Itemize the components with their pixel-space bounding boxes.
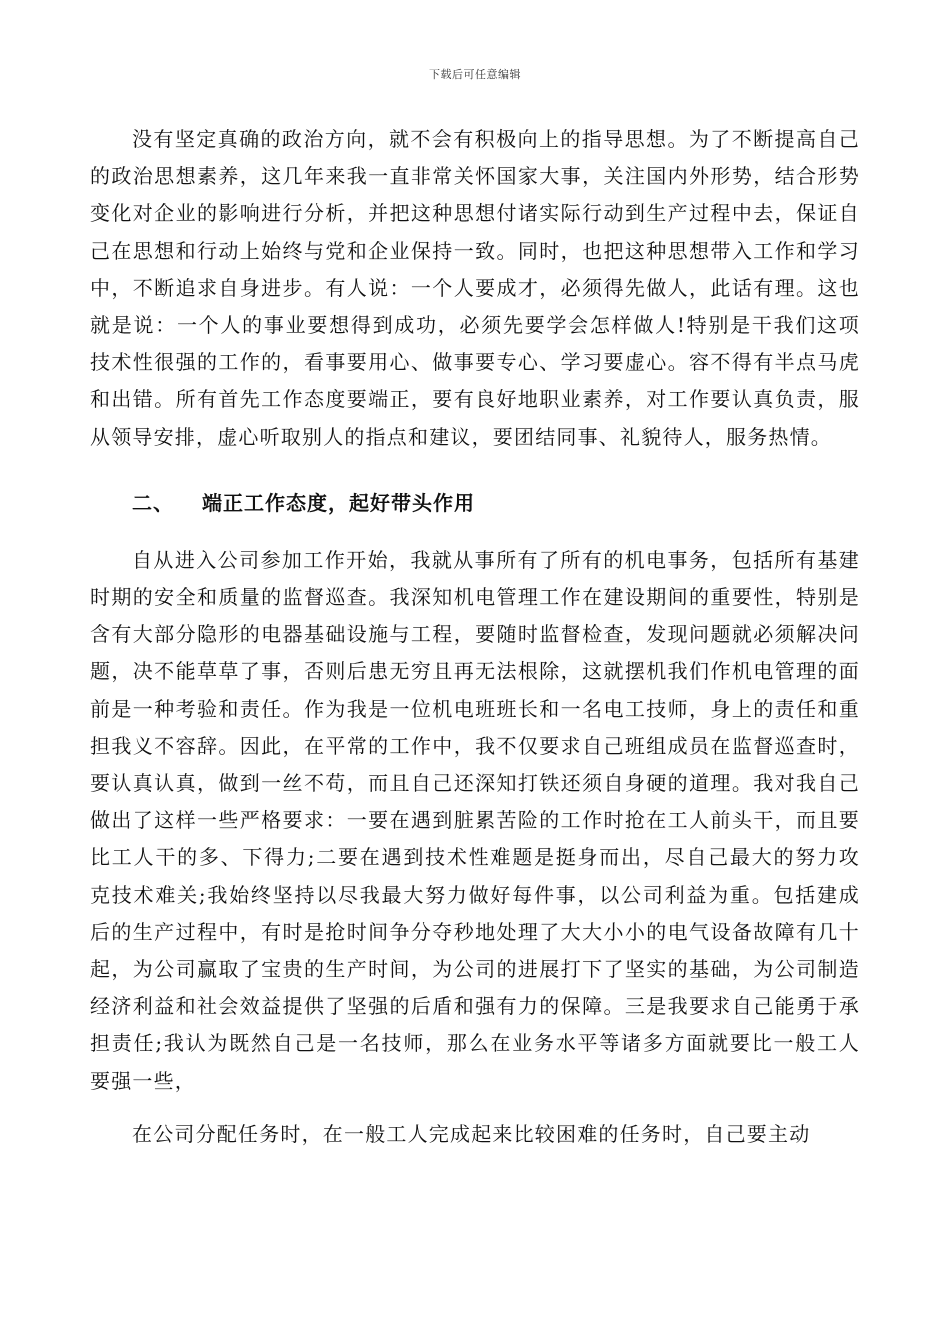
paragraph-task-assignment: 在公司分配任务时，在一般工人完成起来比较困难的任务时，自己要主动 — [132, 1121, 811, 1146]
paragraph-work-attitude: 自从进入公司参加工作开始，我就从事所有了所有的机电事务，包括所有基建时期的安全和质量的监督巡查。我深知机电管理工作在建设期间的重要性，特别是含有大部分隐形的电器基础设施与工程，要随时监督检查，发现问题就必须解决问题，决不能草草了事，否则后患无穷且再无法根除，这就摆机我们作机电管理的面前是一种考验和责任。作为我是一位机电班班长和一名电工技师，身上的责任和重担我义不容辞。因此，在平常的工作中，我不仅要求自己班组成员在监督巡查时，要认真认真，做到一丝不苟，而且自己还深知打铁还须自身硬的道理。我对我自己做出了这样一些严格要求：一要在遇到脏累苦险的工作时抢在工人前头干，而且要比工人干的多、下得力;二要在遇到技术性难题是挺身而出，尽自己最大的努力攻克技术难关;我始终坚持以尽我最大努力做好每件事，以公司利益为重。包括建成后的生产过程中，有时是抢时间争分夺秒地处理了大大小小的电气设备故障有几十起，为公司赢取了宝贵的生产时间，为公司的进展打下了坚实的基础，为公司制造经济利益和社会效益提供了坚强的后盾和强有力的保障。三是我要求自己能勇于承担责任;我认为既然自己是一名技师，那么在业务水平等诸多方面就要比一般工人要强一些， — [90, 547, 860, 1093]
section-heading-2 — [90, 488, 860, 518]
document-body — [90, 121, 860, 1153]
section-number: 二、 — [132, 490, 174, 515]
paragraph-political-direction: 没有坚定真确的政治方向，就不会有积极向上的指导思想。为了不断提高自己的政治思想素养，这几年来我一直非常关怀国家大事，关注国内外形势，结合形势变化对企业的影响进行分析，并把这种思想付诸实际行动到生产过程中去，保证自己在思想和行动上始终与党和企业保持一致。同时，也把这种思想带入工作和学习中，不断追求自身进步。有人说：一个人要成才，必须得先做人，此话有理。这也就是说：一个人的事业要想得到成功，必须先要学会怎样做人!特别是干我们这项技术性很强的工作的，看事要用心、做事要专心、学习要虚心。容不得有半点马虎和出错。所有首先工作态度要端正，要有良好地职业素养，对工作要认真负责，服从领导安排，虚心听取别人的指点和建议，要团结同事、礼貌待人，服务热情。 — [90, 127, 860, 449]
header-note: 下载后可任意编辑 — [429, 68, 521, 81]
section-title: 端正工作态度，起好带头作用 — [202, 490, 475, 515]
